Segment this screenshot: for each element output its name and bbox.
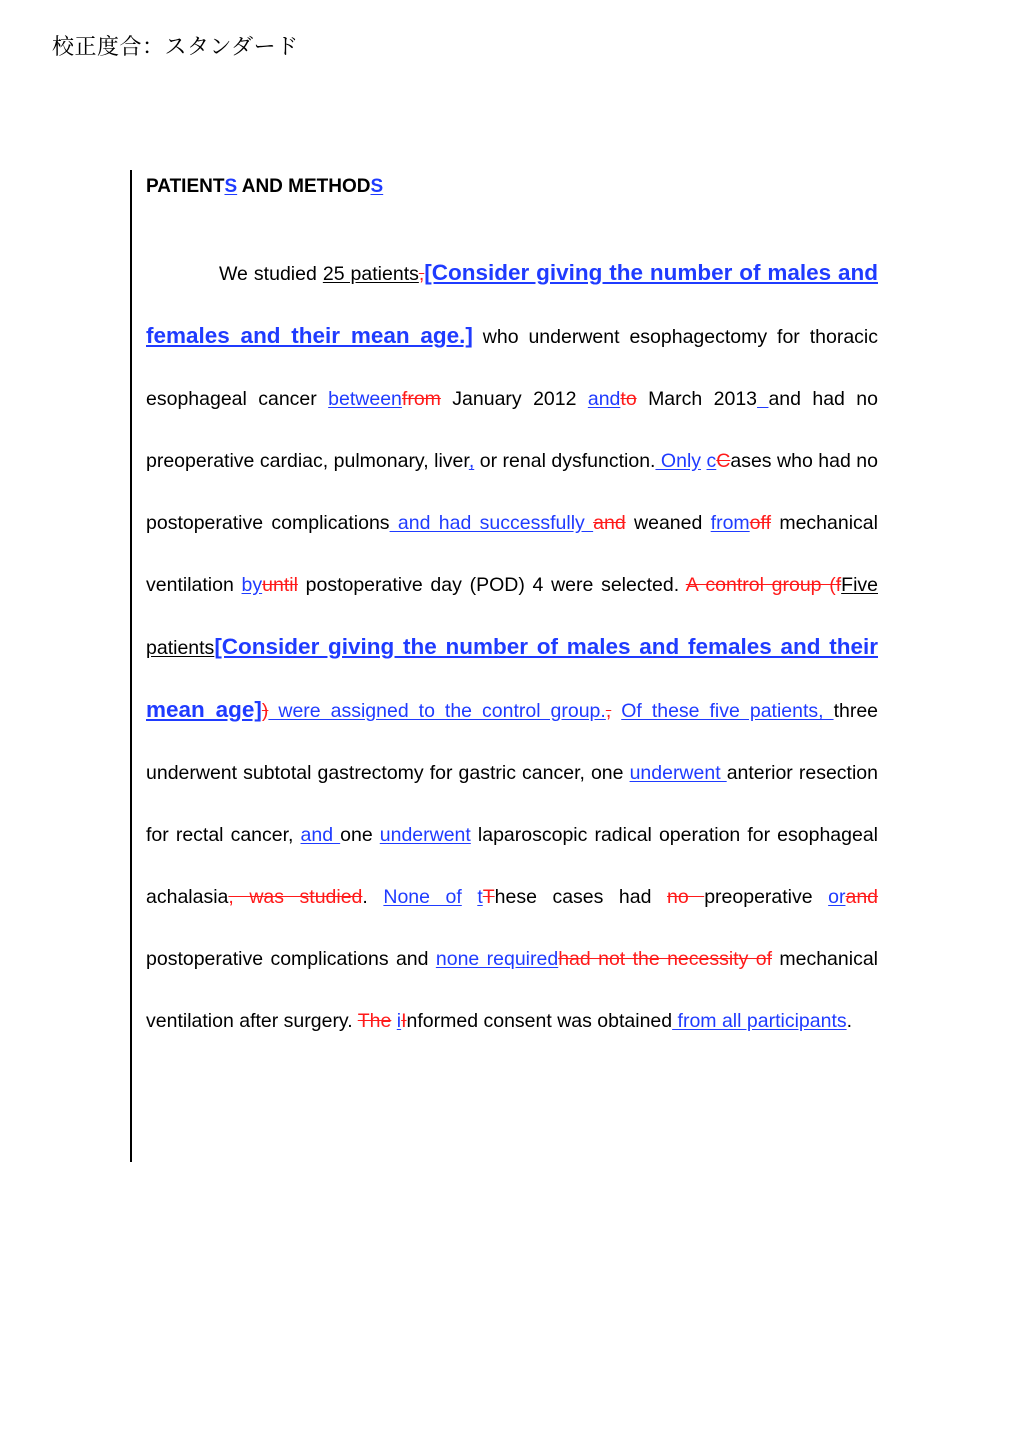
deletion: A control group (f — [685, 574, 842, 596]
text-run: and had no preoperative cardiac, pulmonary, liver — [146, 388, 878, 472]
text-run: three underwent subtotal gastrectomy for gastric cancer, one — [146, 700, 879, 784]
text-run: . — [846, 1010, 853, 1032]
text-run: ases who had no postoperative complications — [146, 450, 878, 534]
text-run: who underwent esophagectomy for thoracic esophageal cancer — [146, 326, 878, 410]
text-run: nformed consent was obtained — [406, 1010, 673, 1032]
insertion: none required — [435, 948, 559, 970]
insertion: or — [828, 886, 846, 908]
text-run: March 2013 — [636, 388, 758, 410]
insertion: i — [396, 1010, 402, 1032]
text-run: one — [340, 824, 380, 846]
insertion — [757, 388, 768, 410]
heading-text: PATIENT — [146, 176, 225, 197]
text-run: weaned — [625, 512, 711, 534]
insertion: and — [300, 824, 341, 846]
editor-comment: [Consider giving the number of males and females and their mean age] — [146, 634, 878, 722]
text-run: or renal dysfunction. — [474, 450, 656, 472]
editor-comment: [Consider giving the number of males and females and their mean age.] — [146, 260, 878, 348]
page-label: 校正度合：スタンダード — [52, 35, 299, 60]
section-heading — [146, 172, 878, 202]
insertion: underwent — [629, 762, 727, 784]
insertion: between — [328, 388, 402, 410]
deletion: ) — [261, 700, 269, 722]
text-run: January 2012 — [440, 388, 588, 410]
text-run — [611, 700, 621, 722]
insertion: from all participants — [672, 1010, 847, 1032]
insertion: Of these five patients, — [621, 700, 834, 722]
deletion: to — [620, 388, 637, 410]
text-run-underlined: ive patients — [146, 574, 878, 659]
text-run: . — [362, 886, 384, 908]
deletion: The — [357, 1010, 392, 1032]
text-run — [462, 886, 478, 908]
deletion: , was studied — [228, 886, 363, 908]
text-run: postoperative complications and — [146, 948, 436, 970]
document-body — [146, 172, 878, 1052]
insertion: by — [241, 574, 263, 596]
body-paragraph — [146, 242, 878, 1052]
text-run: We studied — [219, 263, 323, 285]
insertion: t — [477, 886, 483, 908]
text-run: mechanical ventilation after surgery. — [146, 948, 879, 1032]
deletion: and — [845, 886, 879, 908]
text-run: laparoscopic radical operation for esophageal achalasia — [146, 824, 879, 908]
deletion: T — [482, 886, 495, 908]
deletion: had not the necessity of — [558, 948, 772, 970]
deletion: I — [401, 1010, 407, 1032]
heading-insertion: S — [370, 176, 384, 197]
text-run: postoperative day (POD) 4 were selected. — [297, 574, 686, 596]
insertion: Only — [655, 450, 702, 472]
insertion: and had successfully — [389, 512, 594, 534]
text-run: preoperative — [704, 886, 829, 908]
text-run: mechanical ventilation — [146, 512, 878, 596]
insertion: , — [468, 450, 475, 472]
change-bar — [130, 170, 132, 1162]
deletion: , — [418, 263, 425, 285]
text-run: anterior resection for rectal cancer, — [146, 762, 878, 846]
heading-text: AND METHOD — [237, 176, 371, 197]
text-run-underlined: F — [841, 574, 854, 596]
insertion: and — [587, 388, 621, 410]
deletion: from — [401, 388, 441, 410]
deletion: and — [593, 512, 626, 534]
insertion: from — [710, 512, 750, 534]
insertion: c — [706, 450, 717, 472]
insertion: underwent — [379, 824, 471, 846]
heading-insertion: S — [224, 176, 238, 197]
deletion: C — [716, 450, 731, 472]
deletion: no — [666, 886, 705, 908]
text-run: hese cases had — [494, 886, 667, 908]
deletion: , — [605, 700, 612, 722]
deletion: off — [749, 512, 771, 534]
text-run-underlined: 25 patients — [322, 263, 419, 285]
insertion: were assigned to the control group. — [268, 700, 606, 722]
insertion: None of — [383, 886, 462, 908]
deletion: until — [262, 574, 298, 596]
